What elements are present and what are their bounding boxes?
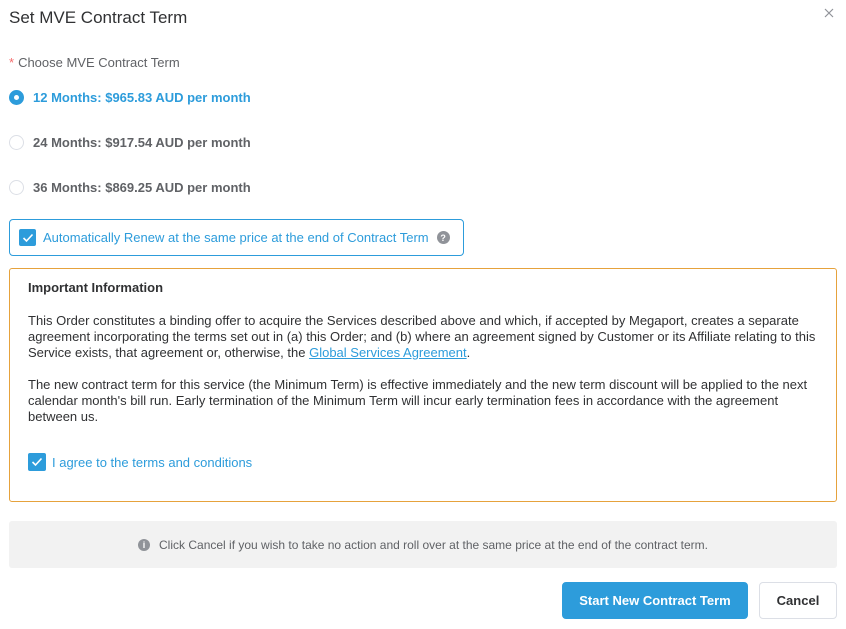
cancel-note [9, 521, 837, 568]
agree-terms-label: I agree to the terms and conditions [52, 454, 253, 470]
radio-label: 12 Months: $965.83 AUD per month [33, 90, 251, 105]
radio-circle[interactable] [9, 135, 24, 150]
binding-offer-paragraph [28, 313, 818, 361]
cancel-note-text: Click Cancel if you wish to take no action and roll over at the same price at the end of the contract term. [159, 537, 708, 552]
important-information-heading: Important Information [28, 280, 164, 295]
cancel-button[interactable]: Cancel [759, 582, 837, 619]
required-mark: * [9, 55, 15, 70]
binding-offer-text: This Order constitutes a binding offer to acquire the Services described above and which, if accepted by Megaport, creates a separate agreement incorporating the terms set out in (a) this Order; and (b) where an agreement signed by Customer or its Affiliate relating to this Service exists, that agreement or, otherwise, the [28, 313, 816, 360]
important-information-panel [9, 268, 837, 502]
global-services-agreement-link[interactable]: Global Services Agreement [309, 345, 467, 360]
agree-terms-checkbox[interactable] [28, 453, 252, 471]
radio-36-months[interactable] [9, 180, 251, 195]
dialog-title: Set MVE Contract Term [9, 8, 188, 27]
question-help-icon[interactable]: ? [437, 231, 450, 244]
close-icon[interactable] [822, 6, 836, 20]
radio-circle[interactable] [9, 180, 24, 195]
contract-term-label [9, 55, 180, 70]
radio-circle[interactable] [9, 90, 24, 105]
contract-term-label-text: Choose MVE Contract Term [18, 55, 180, 70]
minimum-term-paragraph: The new contract term for this service (the Minimum Term) is effective immediately and the new term discount will be applied to the next calendar month's bill run. Early termination of the Minimum Term will incur early termination fees in accordance with the agreement between us. [28, 377, 808, 424]
radio-12-months[interactable] [9, 90, 251, 105]
auto-renew-check-icon[interactable] [19, 229, 36, 246]
radio-label: 24 Months: $917.54 AUD per month [33, 135, 251, 150]
start-new-contract-term-button[interactable]: Start New Contract Term [562, 582, 748, 619]
info-icon: i [138, 539, 150, 551]
auto-renew-checkbox[interactable] [9, 219, 464, 256]
auto-renew-label: Automatically Renew at the same price at the end of Contract Term [43, 230, 429, 245]
agree-check-icon[interactable] [28, 453, 46, 471]
binding-offer-text-end: . [466, 345, 471, 360]
radio-24-months[interactable] [9, 135, 251, 150]
radio-label: 36 Months: $869.25 AUD per month [33, 180, 251, 195]
